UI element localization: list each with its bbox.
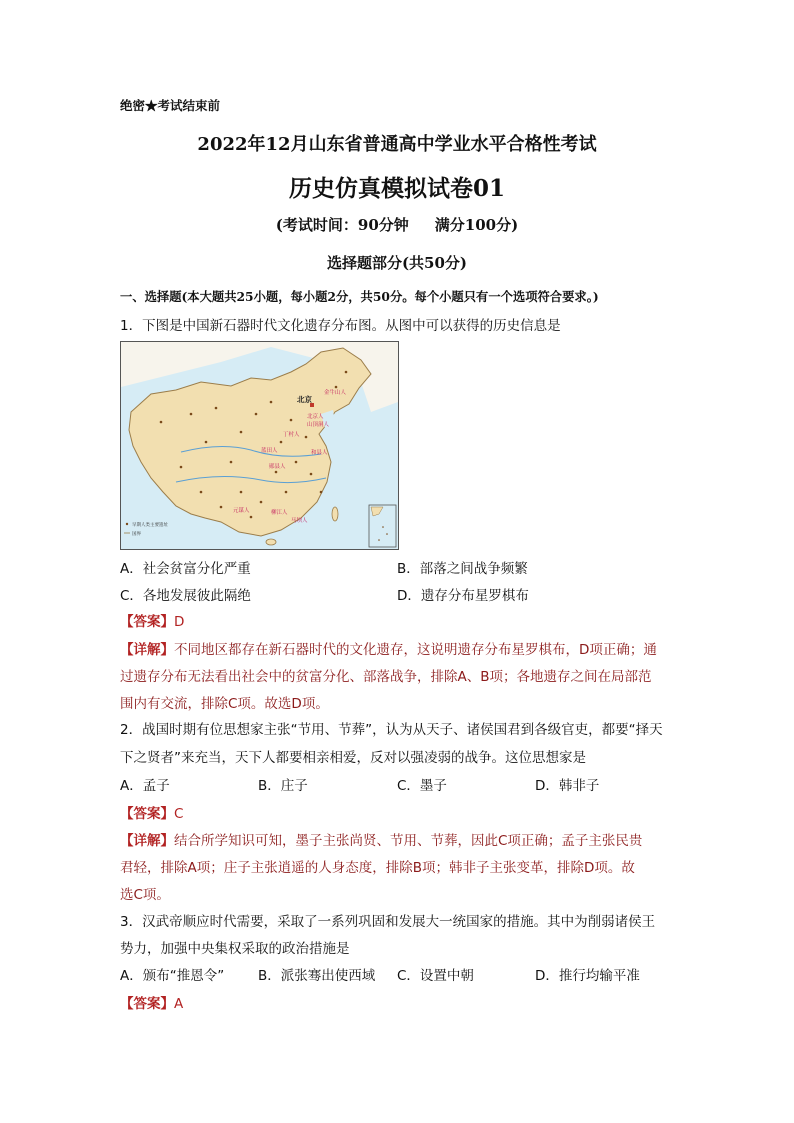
paper-title: 历史仿真模拟试卷01 — [288, 175, 505, 202]
q3-stem-line-1: 3．汉武帝顺应时代需要，采取了一系列巩固和发展大一统国家的措施。其中为削弱诸侯王 — [120, 914, 656, 930]
site-label-1: 金牛山人 — [324, 390, 347, 396]
taiwan-island — [332, 507, 338, 521]
site-label-5: 蓝田人 — [261, 448, 278, 454]
legend-border: 国界 — [132, 532, 141, 537]
answer-value: A — [174, 996, 184, 1012]
detail-label: 【详解】 — [120, 833, 174, 849]
q1-detail-line-3: 围内有交流，排除C项。故选D项。 — [120, 696, 329, 712]
q1-option-d: D．遗存分布星罗棋布 — [397, 588, 529, 604]
q2-option-c: C．墨子 — [397, 778, 447, 794]
exam-title: 2022年12月山东省普通高中学业水平合格性考试 — [197, 134, 597, 155]
q3-stem-line-2: 势力，加强中央集权采取的政治措施是 — [120, 941, 350, 957]
full-score: 满分100分) — [434, 216, 519, 234]
hainan-island — [266, 539, 276, 545]
q1-stem: 1．下图是中国新石器时代文化遗存分布图。从图中可以获得的历史信息是 — [120, 318, 561, 334]
q2-answer — [120, 802, 183, 822]
q2-option-d: D．韩非子 — [535, 778, 600, 794]
q2-stem-line-1: 2．战国时期有位思想家主张“节用、节葬”，认为从天子、诸侯国君到各级官吏，都要“择天 — [120, 722, 663, 738]
q1-detail-line-2: 过遗存分布无法看出社会中的贫富分化、部落战争，排除A、B项；各地遗存之间在局部范 — [120, 669, 652, 685]
answer-label: 【答案】 — [120, 614, 174, 630]
q2-option-b: B．庄子 — [258, 778, 308, 794]
site-label-10: 马坝人 — [291, 518, 308, 524]
answer-value: C — [174, 806, 184, 822]
q2-detail-line-1: 【详解】结合所学知识可知，墨子主张尚贤、节用、节葬，因此C项正确；孟子主张民贵 — [120, 833, 643, 849]
q1-option-a: A．社会贫富分化严重 — [120, 561, 251, 577]
site-label-6: 郧县人 — [269, 464, 286, 470]
q2-detail-line-3: 选C项。 — [120, 887, 170, 903]
q1-answer — [120, 610, 184, 630]
exam-time: (考试时间：90分钟 — [275, 216, 409, 234]
q3-option-d: D．推行均输平准 — [535, 968, 640, 984]
site-label-7: 和县人 — [311, 450, 328, 456]
site-label-3: 山顶洞人 — [307, 422, 330, 428]
exam-info — [0, 214, 794, 235]
q3-option-c: C．设置中朝 — [397, 968, 474, 984]
q2-stem-line-2: 下之贤者”来充当，天下人都要相亲相爱，反对以强凌弱的战争。这位思想家是 — [120, 750, 586, 766]
site-label-8: 元谋人 — [233, 508, 250, 514]
section-heading: 选择题部分(共50分) — [326, 254, 468, 272]
answer-label: 【答案】 — [120, 996, 174, 1012]
legend-sites: 早期人类主要遗址 — [132, 523, 168, 528]
q3-answer — [120, 992, 183, 1012]
q1-option-c: C．各地发展彼此隔绝 — [120, 588, 251, 604]
q3-option-b: B．派张骞出使西域 — [258, 968, 376, 984]
site-label-2: 北京人 — [307, 414, 324, 420]
q3-option-a: A．颁布“推恩令” — [120, 968, 225, 984]
section-instructions: 一、选择题(本大题共25小题，每小题2分，共50分。每个小题只有一个选项符合要求。) — [120, 289, 599, 304]
site-label-4: 丁村人 — [283, 432, 300, 438]
confidential-mark: 绝密★考试结束前 — [120, 98, 221, 113]
q1-map-figure — [120, 341, 399, 550]
china-neolithic-map — [121, 342, 398, 549]
q2-detail-line-2: 君轻，排除A项；庄子主张逍遥的人身态度，排除B项；韩非子主张变革，排除D项。故 — [120, 860, 635, 876]
q1-detail-line-1: 【详解】不同地区都存在新石器时代的文化遗存，这说明遗存分布星罗棋布，D项正确；通 — [120, 642, 657, 658]
site-label-9: 柳江人 — [271, 510, 288, 516]
beijing-label: 北京 — [297, 395, 312, 404]
answer-label: 【答案】 — [120, 806, 174, 822]
q2-option-a: A．孟子 — [120, 778, 170, 794]
answer-value: D — [174, 614, 185, 630]
q1-option-b: B．部落之间战争频繁 — [397, 561, 528, 577]
detail-label: 【详解】 — [120, 642, 174, 658]
